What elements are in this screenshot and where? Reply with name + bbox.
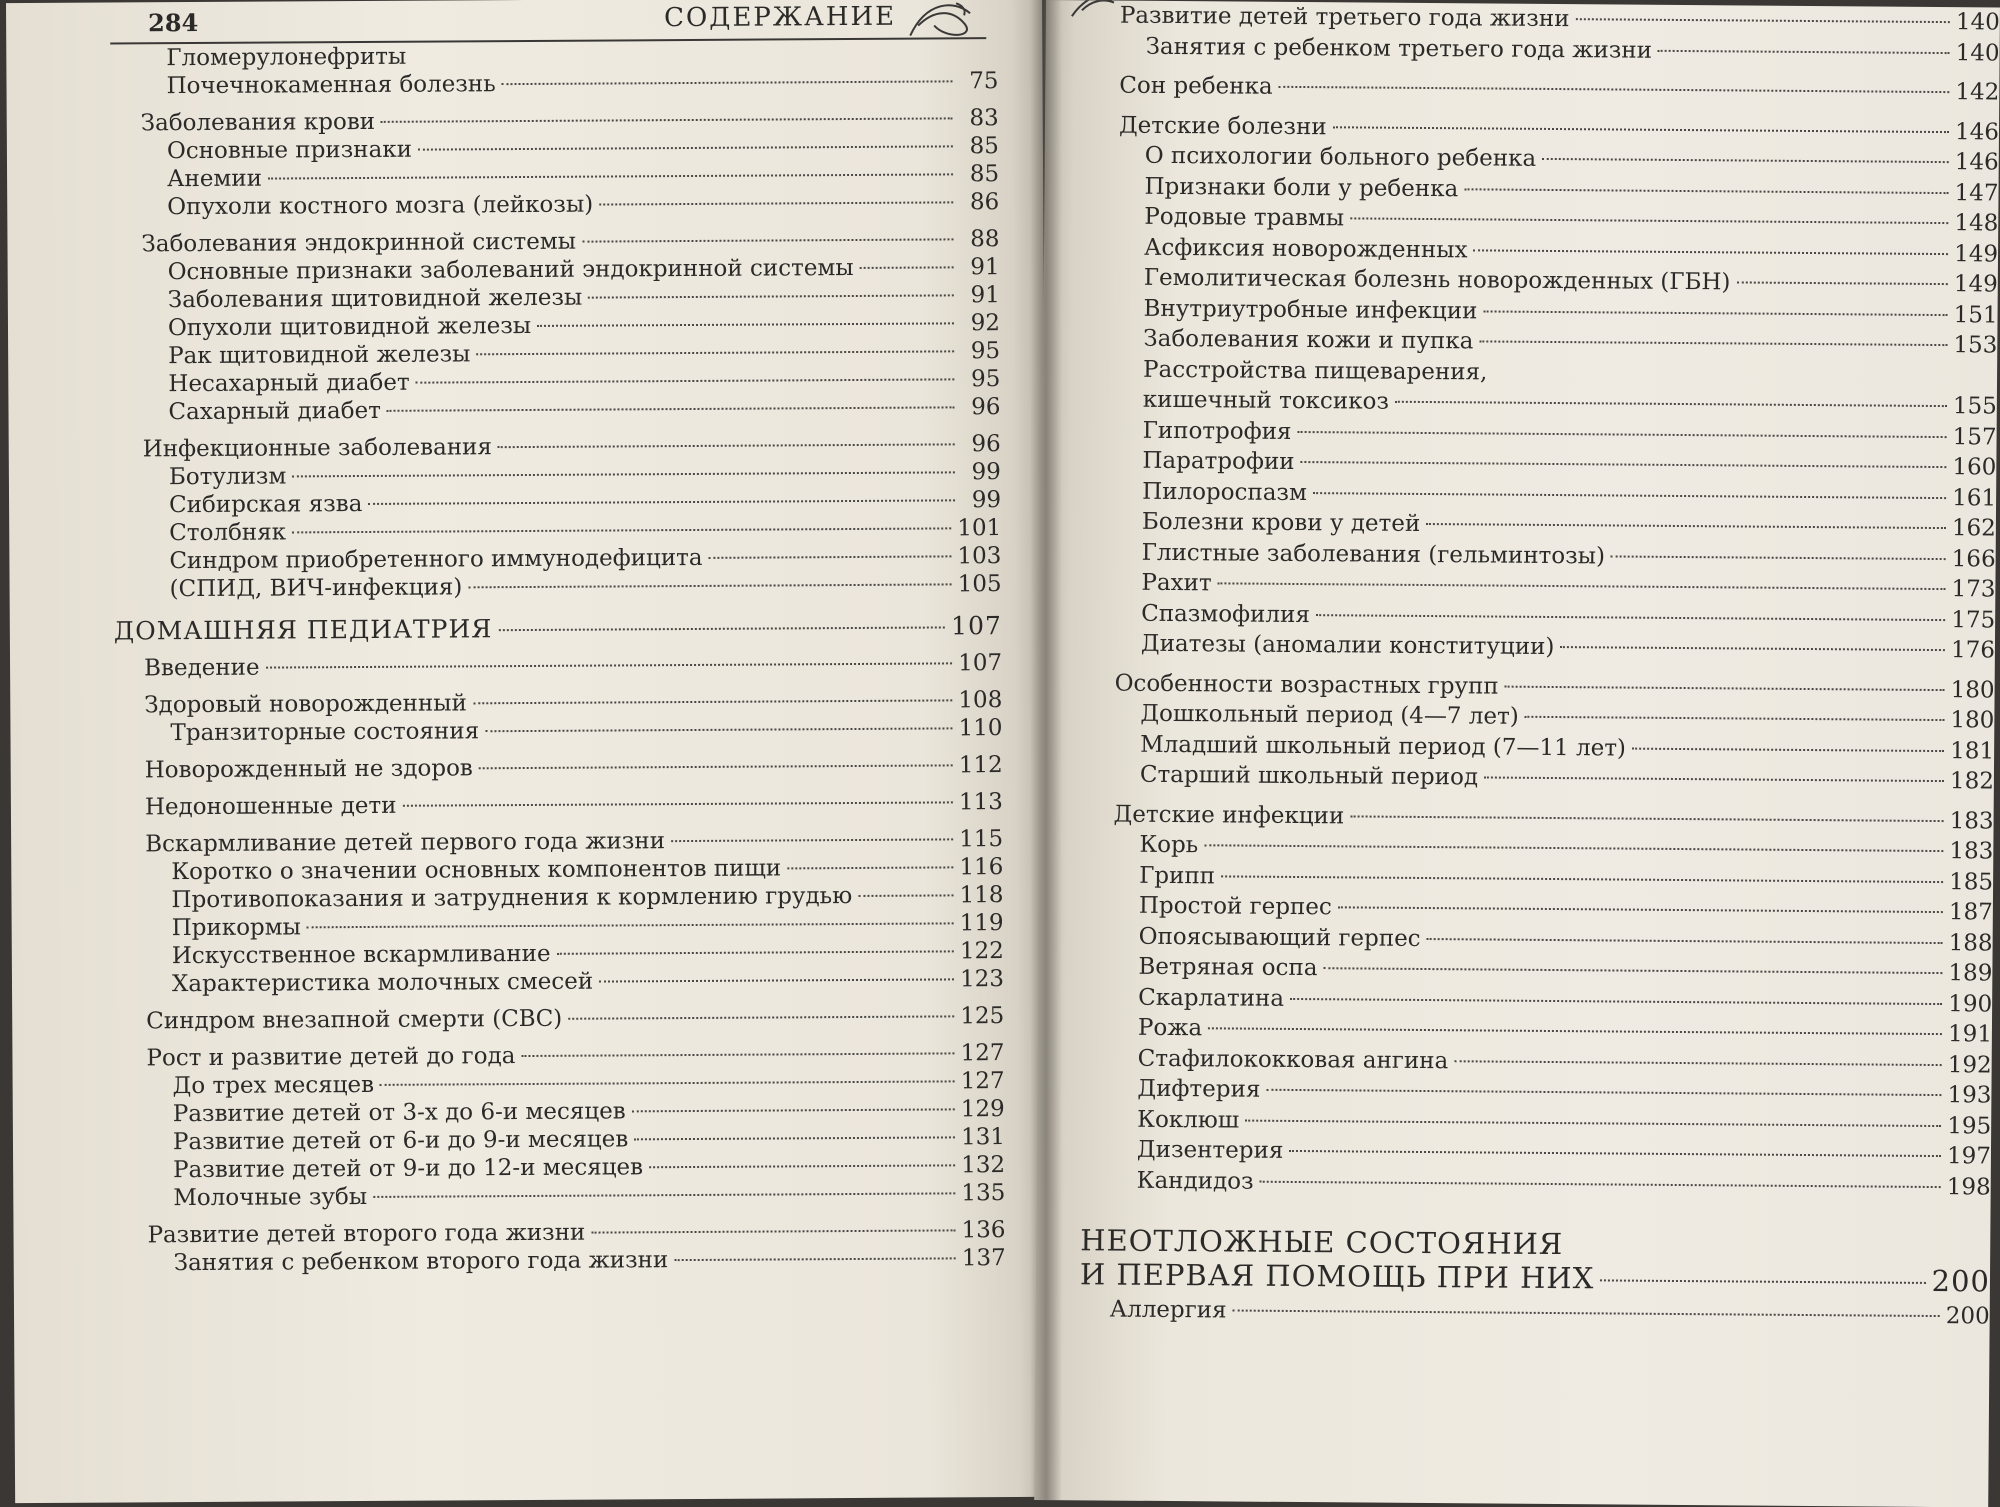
dot-leader [307, 922, 954, 928]
toc-entry-title: Развитие детей от 6-и до 9-и месяцев [172, 1126, 629, 1156]
toc-entry-page: 131 [960, 1124, 1006, 1151]
dot-leader [292, 471, 955, 477]
dot-leader [1736, 281, 1947, 285]
toc-entry-page: 136 [961, 1217, 1006, 1244]
toc-entry [114, 612, 1002, 645]
toc-entry [1090, 31, 2000, 69]
dot-leader [537, 322, 954, 327]
toc-entry [1081, 1165, 1991, 1203]
toc-entry-title: Противопоказания и затруднения к кормлению грудью [171, 883, 853, 914]
dot-leader [1575, 18, 1949, 23]
toc-entry-page: 122 [959, 938, 1004, 965]
toc-entry-page: 187 [1948, 899, 1993, 926]
dot-leader [1483, 310, 1947, 316]
toc-entry-page: 180 [1950, 676, 1995, 703]
toc-entry-page: 155 [1952, 393, 1997, 420]
toc-entry-page: 110 [958, 715, 1003, 742]
dot-leader [858, 894, 953, 897]
toc-entry-title: Детские болезни [1118, 112, 1327, 140]
toc-entry-page: 193 [1947, 1082, 1992, 1109]
toc-entry-title: кишечный токсикоз [1142, 386, 1390, 415]
dot-leader [599, 201, 953, 205]
dot-leader [1350, 217, 1948, 224]
toc-entry [114, 714, 1002, 747]
right-page [1034, 0, 2000, 1507]
toc-entry-title: Прикормы [171, 914, 302, 942]
toc-entry-title: Синдром внезапной смерти (СВС) [146, 1005, 563, 1035]
toc-entry-page: 137 [961, 1245, 1006, 1272]
toc-entry-page: 119 [959, 910, 1004, 937]
toc-entry-page: 153 [1953, 332, 1998, 359]
right-toc-list [1081, 0, 2000, 1202]
dot-leader [1290, 997, 1942, 1004]
dot-leader [591, 1229, 955, 1233]
toc-entry-title: Асфиксия новорожденных [1143, 234, 1468, 263]
dot-leader [1505, 685, 1945, 690]
dot-leader [1395, 401, 1947, 407]
toc-entry-page: 173 [1951, 576, 1996, 603]
page-number: 284 [148, 7, 199, 38]
toc-entry-page: 148 [1954, 210, 1999, 237]
toc-entry-title: Несахарный диабет [168, 369, 410, 398]
emergency-title-line-2: И ПЕРВАЯ ПОМОЩЬ ПРИ НИХ [1079, 1257, 1595, 1296]
dot-leader [1204, 844, 1943, 852]
toc-entry-page: 183 [1949, 838, 1994, 865]
toc-entry-title: Основные признаки [166, 136, 413, 165]
dot-leader [266, 662, 953, 668]
dot-leader [380, 1080, 955, 1086]
toc-entry-page: 113 [958, 789, 1003, 816]
toc-entry-title: О психологии больного ребенка [1144, 142, 1537, 172]
dot-leader [1245, 1119, 1941, 1126]
toc-entry-title: Развитие детей от 3-х до 6-и месяцев [172, 1098, 626, 1128]
toc-entry-title: Рост и развитие детей до года [146, 1043, 516, 1072]
toc-entry-page: 192 [1947, 1051, 1992, 1078]
toc-entry-page: 200 [1945, 1303, 1990, 1330]
toc-entry-title: Детские инфекции [1113, 801, 1345, 829]
toc-entry-title: Столбняк [169, 519, 287, 547]
toc-entry-title: Корь [1139, 831, 1199, 859]
dot-leader [416, 378, 955, 383]
toc-entry-title: Грипп [1139, 862, 1216, 889]
toc-entry-page: 85 [969, 133, 999, 160]
toc-entry-title: Транзиторные состояния [170, 718, 480, 747]
toc-entry-page: 132 [961, 1152, 1006, 1179]
toc-entry-page: 96 [971, 394, 1001, 421]
dot-leader [1473, 249, 1948, 255]
toc-entry-page: 125 [960, 1003, 1005, 1030]
dot-leader [1600, 1279, 1925, 1284]
toc-entry [112, 393, 1000, 426]
toc-entry [116, 1002, 1004, 1035]
toc-entry-page: 129 [960, 1096, 1005, 1123]
toc-entry-page: 183 [1949, 807, 1994, 834]
left-page [6, 0, 1051, 1503]
toc-entry-title: Опухоли костного мозга (лейкозы) [167, 191, 594, 221]
dot-leader [632, 1108, 955, 1112]
toc-entry-title: Заболевания кожи и пупка [1143, 325, 1474, 355]
dot-leader [479, 764, 953, 769]
toc-entry-title: Опоясывающий герпес [1138, 923, 1421, 952]
dot-leader [368, 499, 955, 505]
dot-leader [521, 1052, 954, 1057]
toc-entry-title: Расстройства пищеварения, [1143, 356, 1488, 385]
toc-entry-title: Ветряная оспа [1138, 953, 1318, 982]
toc-entry-title: Новорожденный не здоров [144, 755, 473, 784]
toc-entry-page: 151 [1953, 301, 1998, 328]
toc-entry-page: 140 [1955, 39, 2000, 66]
toc-entry-title: Сибирская язва [168, 490, 363, 519]
toc-entry-page: 176 [1950, 637, 1996, 664]
toc-entry-title: Особенности возрастных групп [1114, 670, 1499, 700]
toc-entry-page: 175 [1951, 606, 1996, 633]
toc-entry-page: 95 [970, 366, 1001, 393]
toc-entry-title: Простой герпес [1138, 892, 1332, 921]
toc-entry-title: Синдром приобретенного иммунодефицита [169, 544, 703, 575]
toc-entry-title: Глистные заболевания (гельминтозы) [1141, 539, 1606, 569]
toc-entry-title: Гипотрофия [1142, 417, 1292, 445]
toc-entry-title: Заболевания щитовидной железы [167, 284, 583, 314]
caduceus-ornament-icon [904, 0, 980, 44]
toc-entry-title: Развитие детей второго года жизни [147, 1219, 586, 1249]
toc-entry [110, 67, 998, 100]
toc-entry-title: Заболевания эндокринной системы [141, 228, 577, 258]
toc-entry-title: ДОМАШНЯЯ ПЕДИАТРИЯ [113, 614, 493, 646]
toc-entry-title: Инфекционные заболевания [142, 434, 493, 463]
dot-leader [476, 350, 954, 355]
toc-entry-title: Искусственное вскармливание [171, 940, 551, 970]
emergency-title-line-1: НЕОТЛОЖНЫЕ СОСТОЯНИЯ [1080, 1223, 1564, 1262]
dot-leader [1658, 49, 1950, 53]
dot-leader [1260, 1180, 1941, 1187]
toc-entry-page: 118 [959, 882, 1004, 909]
toc-entry [114, 649, 1002, 682]
toc-entry-title: Развитие детей от 9-и до 12-и месяцев [173, 1154, 644, 1184]
toc-entry-title: Паратрофии [1142, 447, 1295, 475]
toc-entry-title: Заболевания крови [140, 108, 376, 137]
toc-entry-page: 127 [960, 1040, 1005, 1067]
toc-entry-page: 99 [971, 487, 1002, 514]
toc-entry-title: Аллергия [1109, 1296, 1227, 1324]
dot-leader [671, 838, 953, 842]
dot-leader [1313, 492, 1946, 499]
toc-entry-title: Старший школьный период [1139, 761, 1479, 791]
toc-entry-page: 91 [970, 254, 1000, 281]
dot-leader [498, 443, 955, 448]
emergency-title-row [1080, 1257, 1990, 1298]
toc-entry-page: 88 [970, 226, 1000, 253]
toc-entry-title: Рахит [1141, 569, 1212, 597]
dot-leader [1350, 815, 1943, 822]
toc-entry-title: Родовые травмы [1144, 203, 1345, 232]
toc-entry-page: 112 [958, 752, 1003, 779]
toc-entry [111, 188, 999, 221]
dot-leader [468, 583, 951, 588]
toc-entry-title: Недоношенные дети [144, 792, 397, 821]
toc-entry-page: 161 [1952, 484, 1997, 511]
toc-entry-title: Внутриутробные инфекции [1143, 295, 1478, 324]
toc-entry-title: Почечнокаменная болезнь [166, 71, 496, 100]
toc-entry-page: 188 [1948, 929, 1993, 956]
toc-entry-title: Характеристика молочных смесей [171, 968, 594, 998]
toc-entry-title: Занятия с ребенком второго года жизни [173, 1247, 669, 1277]
toc-entry-title: Рожа [1137, 1014, 1203, 1042]
toc-entry-title: Кандидоз [1136, 1167, 1254, 1195]
toc-entry-page: 92 [970, 310, 1001, 337]
dot-leader [568, 1015, 954, 1019]
dot-leader [582, 238, 953, 242]
toc-entry [110, 39, 998, 72]
emergency-section [1080, 1223, 1991, 1298]
toc-entry-page: 191 [1947, 1021, 1993, 1048]
dot-leader [292, 527, 951, 533]
toc-entry [1085, 628, 1995, 666]
leaf-ornament-icon [1068, 0, 1138, 23]
toc-entry-title: Занятия с ребенком третьего года жизни [1145, 33, 1653, 64]
dot-leader [1208, 1027, 1942, 1035]
emergency-page-ref: 200 [1931, 1263, 1991, 1299]
toc-entry-title: Дизентерия [1136, 1136, 1284, 1164]
toc-entry-title: Признаки боли у ребенка [1144, 173, 1459, 202]
toc-entry-page: 149 [1954, 240, 1999, 267]
toc-entry [1080, 1295, 1990, 1330]
toc-entry-title: Ботулизм [168, 463, 287, 491]
toc-entry-title: Введение [143, 654, 260, 682]
dot-leader [1297, 430, 1946, 437]
toc-entry-title: Основные признаки заболеваний эндокринной системы [167, 254, 854, 286]
toc-entry-page: 116 [959, 854, 1004, 881]
toc-entry-page: 107 [951, 611, 1002, 641]
dot-leader [485, 727, 952, 732]
toc-entry-page: 190 [1948, 990, 1993, 1017]
toc-entry-page: 146 [1954, 149, 1999, 176]
dot-leader [473, 699, 953, 704]
dot-leader [1542, 158, 1949, 163]
dot-leader [1233, 1310, 1940, 1318]
toc-entry-title: (СПИД, ВИЧ-инфекция) [169, 574, 463, 603]
toc-entry-page: 182 [1949, 768, 1994, 795]
toc-entry [115, 751, 1003, 784]
dot-leader [381, 117, 953, 122]
running-head: СОДЕРЖАНИЕ [663, 1, 897, 34]
toc-entry-title: Развитие детей третьего года жизни [1119, 2, 1570, 33]
toc-entry-title: Опухоли щитовидной железы [167, 312, 532, 342]
toc-entry-title: Стафилококковая ангина [1137, 1045, 1449, 1074]
toc-entry-page: 96 [971, 431, 1001, 458]
dot-leader [649, 1164, 955, 1168]
dot-leader [1632, 747, 1944, 751]
dot-leader [1479, 340, 1947, 346]
dot-leader [1333, 126, 1949, 133]
toc-entry [118, 1244, 1006, 1277]
toc-entry-page: 180 [1950, 707, 1995, 734]
dot-leader [1289, 1150, 1941, 1157]
toc-entry-page: 181 [1950, 737, 1995, 764]
dot-leader [402, 801, 953, 806]
toc-entry-page: 185 [1949, 868, 1994, 895]
dot-leader [1454, 1060, 1942, 1066]
toc-entry-title: Сон ребенка [1119, 72, 1273, 100]
toc-entry-title: Диатезы (аномалии конституции) [1140, 630, 1555, 661]
dot-leader [787, 866, 953, 869]
dot-leader [634, 1136, 955, 1140]
toc-entry-page: 107 [958, 650, 1003, 677]
toc-entry [1084, 759, 1994, 797]
dot-leader [498, 626, 945, 631]
dot-leader [1221, 875, 1943, 883]
toc-entry-page: 86 [969, 189, 1000, 216]
toc-entry-page: 75 [969, 68, 999, 95]
toc-entry-title: Коротко о значении основных компонентов пищи [171, 855, 782, 886]
toc-entry [115, 788, 1003, 821]
dot-leader [1464, 188, 1948, 194]
toc-entry-page: 160 [1952, 454, 1997, 481]
dot-leader [674, 1257, 956, 1261]
toc-entry-page: 105 [957, 571, 1002, 598]
toc-entry-page: 166 [1951, 545, 1996, 572]
toc-entry-page: 91 [970, 282, 1000, 309]
dot-leader [418, 145, 953, 150]
dot-leader [268, 173, 953, 179]
toc-entry-title: Болезни крови у детей [1141, 508, 1421, 537]
dot-leader [1266, 1089, 1941, 1096]
page-header [110, 0, 986, 45]
dot-leader [1279, 86, 1950, 93]
emergency-sub-list [1080, 1295, 1990, 1330]
dot-leader [860, 266, 954, 269]
toc-entry-page: 135 [961, 1180, 1006, 1207]
toc-entry-page: 95 [970, 338, 1001, 365]
toc-entry [117, 1179, 1005, 1212]
toc-entry-page: 99 [971, 459, 1001, 486]
dot-leader [1484, 776, 1944, 782]
toc-entry-page: 115 [959, 826, 1004, 853]
toc-entry-title: Коклюш [1137, 1106, 1240, 1134]
dot-leader [1560, 646, 1945, 651]
dot-leader [1301, 461, 1947, 468]
dot-leader [588, 294, 954, 298]
dot-leader [1338, 906, 1943, 913]
dot-leader [1611, 555, 1946, 560]
dot-leader [1316, 614, 1945, 621]
dot-leader [709, 555, 952, 558]
toc-entry-page: 103 [957, 543, 1002, 570]
toc-entry-title: Скарлатина [1138, 984, 1285, 1012]
toc-entry-title: Сахарный диабет [168, 397, 381, 426]
toc-entry-title: Гемолитическая болезнь новорожденных (ГБН) [1143, 264, 1731, 296]
toc-entry-page: 101 [957, 515, 1002, 542]
toc-entry-page: 123 [960, 966, 1005, 993]
toc-entry-page: 157 [1952, 423, 1997, 450]
toc-entry-title: Анемии [167, 165, 263, 193]
dot-leader [1218, 582, 1946, 590]
toc-entry-page: 162 [1951, 515, 1996, 542]
toc-entry [116, 965, 1004, 998]
book-spine-shadow [1030, 0, 1062, 1500]
toc-entry-page: 147 [1954, 179, 1999, 206]
toc-entry-page: 85 [969, 161, 1000, 188]
dot-leader [1525, 716, 1945, 721]
left-toc-list [110, 39, 1006, 1277]
toc-entry-page: 198 [1946, 1173, 1991, 1200]
toc-entry [1089, 70, 1999, 108]
toc-entry-title: Дошкольный период (4—7 лет) [1140, 700, 1519, 730]
dot-leader [1426, 523, 1946, 529]
toc-entry-page: 83 [969, 105, 999, 132]
toc-entry-page: 127 [960, 1068, 1005, 1095]
dot-leader [557, 950, 954, 954]
toc-entry-title: До трех месяцев [172, 1071, 375, 1100]
toc-entry-title: Здоровый новорожденный [144, 690, 467, 719]
dot-leader [502, 80, 953, 85]
toc-entry-page: 140 [1955, 9, 2000, 36]
dot-leader [387, 406, 955, 411]
toc-entry-title: Молочные зубы [173, 1183, 368, 1212]
toc-entry-page: 195 [1947, 1112, 1992, 1139]
toc-entry-title: Вскармливание детей первого года жизни [145, 828, 666, 858]
dot-leader [599, 978, 954, 982]
toc-entry-title: Рак щитовидной железы [168, 341, 471, 370]
dot-leader [373, 1192, 955, 1198]
toc-entry-title: Спазмофилия [1141, 600, 1311, 628]
toc-entry-page: 108 [958, 687, 1003, 714]
dot-leader [1427, 938, 1943, 944]
toc-entry-title: Гломерулонефриты [166, 43, 407, 72]
toc-entry-page: 197 [1946, 1143, 1992, 1170]
toc-entry-page: 146 [1954, 118, 2000, 145]
toc-entry-title: Дифтерия [1137, 1075, 1261, 1103]
toc-entry-title: Пилороспазм [1142, 478, 1308, 506]
toc-entry-page: 142 [1955, 79, 2000, 106]
toc-entry-page: 149 [1953, 271, 1998, 298]
toc-entry-title: Младший школьный период (7—11 лет) [1140, 731, 1627, 762]
toc-entry-page: 189 [1948, 960, 1993, 987]
dot-leader [1324, 967, 1943, 974]
toc-entry [114, 570, 1002, 603]
